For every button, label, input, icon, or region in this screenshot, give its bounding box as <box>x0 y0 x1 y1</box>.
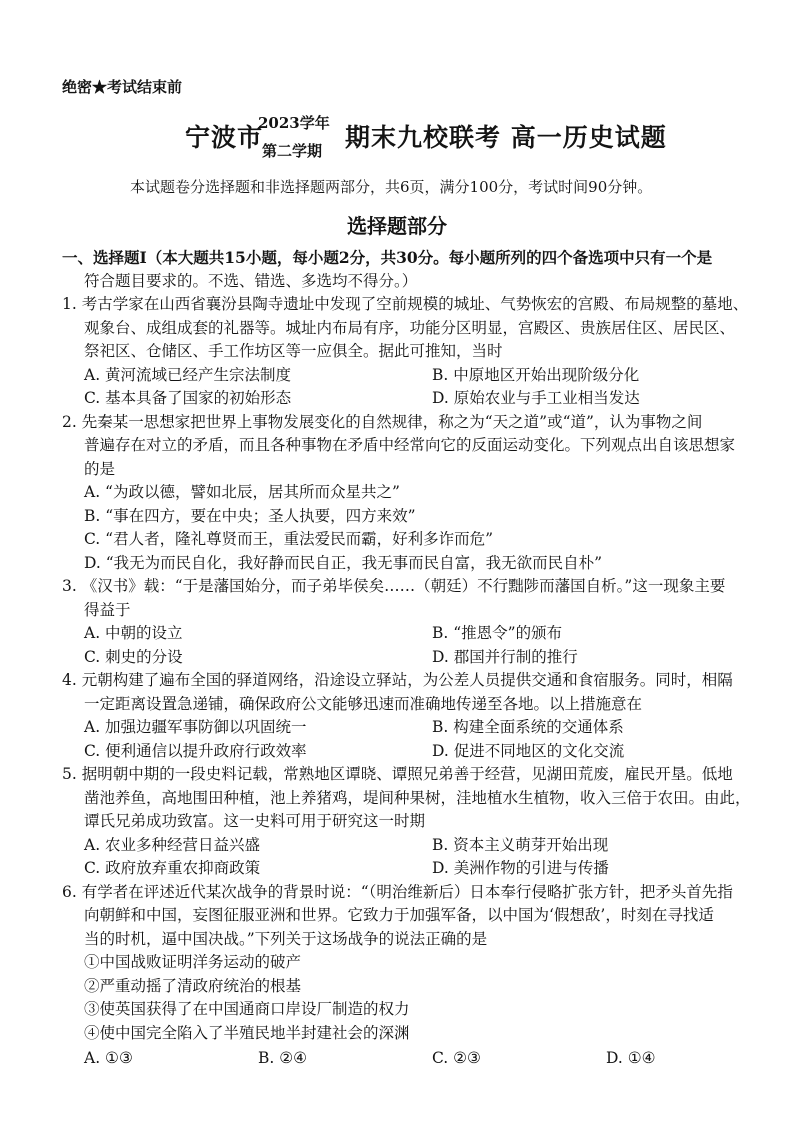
question-5 <box>62 763 780 881</box>
question-stem: 观象台、成组成套的礼器等。城址内布局有序，功能分区明显，宫殿区、贵族居住区、居民区、 <box>84 318 736 337</box>
option-b: B. 中原地区开始出现阶级分化 <box>432 365 640 384</box>
statement-1: ①中国战败证明洋务运动的破产 <box>84 953 302 971</box>
title-main: 期末九校联考 高一历史试题 <box>345 123 667 152</box>
question-stem: 6. 有学者在评述近代某次战争的背景时说：“（明治维新后）日本奉行侵略扩张方针，把矛头首先指 <box>62 882 733 901</box>
option-c: C. 便利通信以提升政府行政效率 <box>84 741 307 760</box>
title-city: 宁波市 <box>185 123 264 152</box>
part-heading-line: 符合题目要求的。不选、错选、多选均不得分。） <box>84 271 418 290</box>
question-stem: 普遍存在对立的矛盾，而且各种事物在矛盾中经常向它的反面运动变化。下列观点出自该思想家 <box>84 436 736 454</box>
option-c: C. 刺史的分设 <box>84 647 183 666</box>
title-year: 2023学年 <box>258 114 330 132</box>
option-a: A. 农业多种经营日益兴盛 <box>84 835 261 854</box>
option-d: D. 郡国并行制的推行 <box>432 647 578 666</box>
statement-4: ④使中国完全陷入了半殖民地半封建社会的深渊 <box>84 1023 410 1042</box>
option-d: D. ①④ <box>606 1049 656 1067</box>
question-stem: 一定距离设置急递铺，确保政府公文能够迅速而准确地传递至各地。以上措施意在 <box>84 694 643 713</box>
statement-2: ②严重动摇了清政府统治的根基 <box>84 976 302 995</box>
question-stem: 5. 据明朝中期的一段史料记载，常熟地区谭晓、谭照兄弟善于经营，见湖田荒废，雇民开垦。低地 <box>62 765 733 783</box>
option-c: C. 基本具备了国家的初始形态 <box>84 389 292 407</box>
option-a: A. 中朝的设立 <box>84 624 183 642</box>
part-heading-line: 一、选择题Ⅰ（本大题共15小题，每小题2分，共30分。每小题所列的四个备选项中只有一个是 <box>62 248 713 267</box>
confidential-label: 绝密★考试结束前 <box>62 78 183 96</box>
question-4 <box>62 669 780 763</box>
option-c: C. ②③ <box>432 1049 481 1067</box>
option-b: B. “推恩令”的颁布 <box>432 624 563 642</box>
question-stem: 4. 元朝构建了遍布全国的驿道网络，沿途设立驿站，为公差人员提供交通和食宿服务。同时，相隔 <box>62 671 733 689</box>
question-2 <box>62 411 780 576</box>
question-stem: 1. 考古学家在山西省襄汾县陶寺遗址中发现了空前规模的城址、气势恢宏的宫殿、布局规整的墓地、 <box>62 295 749 313</box>
section-heading: 选择题部分 <box>347 214 447 238</box>
option-b: B. “事在四方，要在中央；圣人执要，四方来效” <box>84 506 416 525</box>
title-term: 第二学期 <box>262 142 323 160</box>
question-stem: 向朝鲜和中国，妄图征服亚洲和世界。它致力于加强军备，以中国为‘假想敌’，时刻在寻找适 <box>84 906 714 924</box>
question-list <box>62 246 780 1071</box>
option-d: D. 原始农业与手工业相当发达 <box>432 389 640 407</box>
question-stem: 2. 先秦某一思想家把世界上事物发展变化的自然规律，称之为“天之道”或“道”，认为事物之间 <box>62 412 703 431</box>
question-stem: 祭祀区、仓储区、手工作坊区等一应俱全。据此可推知，当时 <box>84 342 503 360</box>
option-a: A. 黄河流域已经产生宗法制度 <box>84 365 292 384</box>
option-d: D. 促进不同地区的文化交流 <box>432 741 625 760</box>
question-stem: 凿池养鱼，高地围田种植，池上养猪鸡，堤间种果树，洼地植水生植物，收入三倍于农田。由此， <box>84 788 751 807</box>
option-c: C. 政府放弃重农抑商政策 <box>84 859 261 877</box>
question-stem: 的是 <box>84 459 116 478</box>
option-d: D. 美洲作物的引进与传播 <box>432 859 609 877</box>
question-3 <box>62 575 780 669</box>
question-stem: 得益于 <box>84 600 131 619</box>
exam-instructions: 本试题卷分选择题和非选择题两部分，共6页，满分100分，考试时间90分钟。 <box>130 178 653 196</box>
question-1 <box>62 293 780 411</box>
question-stem: 当的时机，逼中国决战。”下列关于这场战争的说法正确的是 <box>84 929 488 948</box>
statement-3: ③使英国获得了在中国通商口岸设厂制造的权力 <box>84 1000 410 1018</box>
option-a: A. 加强边疆军事防御以巩固统一 <box>84 718 307 736</box>
question-6 <box>62 881 780 1072</box>
option-d: D. “我无为而民自化，我好静而民自正，我无事而民自富，我无欲而民自朴” <box>84 553 603 572</box>
exam-title <box>0 112 794 164</box>
option-c: C. “君人者，隆礼尊贤而王，重法爱民而霸，好利多诈而危” <box>84 530 494 548</box>
option-a: A. ①③ <box>84 1049 133 1067</box>
option-a: A. “为政以德，譬如北辰，居其所而众星共之” <box>84 483 400 501</box>
option-b: B. ②④ <box>258 1049 308 1067</box>
option-b: B. 构建全面系统的交通体系 <box>432 718 624 736</box>
option-b: B. 资本主义萌芽开始出现 <box>432 835 609 854</box>
question-stem: 3. 《汉书》载：“于是藩国始分，而子弟毕侯矣……（朝廷）不行黜陟而藩国自析。”这一现象主要 <box>62 577 726 595</box>
question-stem: 谭氏兄弟成功致富。这一史料可用于研究这一时期 <box>84 812 426 830</box>
